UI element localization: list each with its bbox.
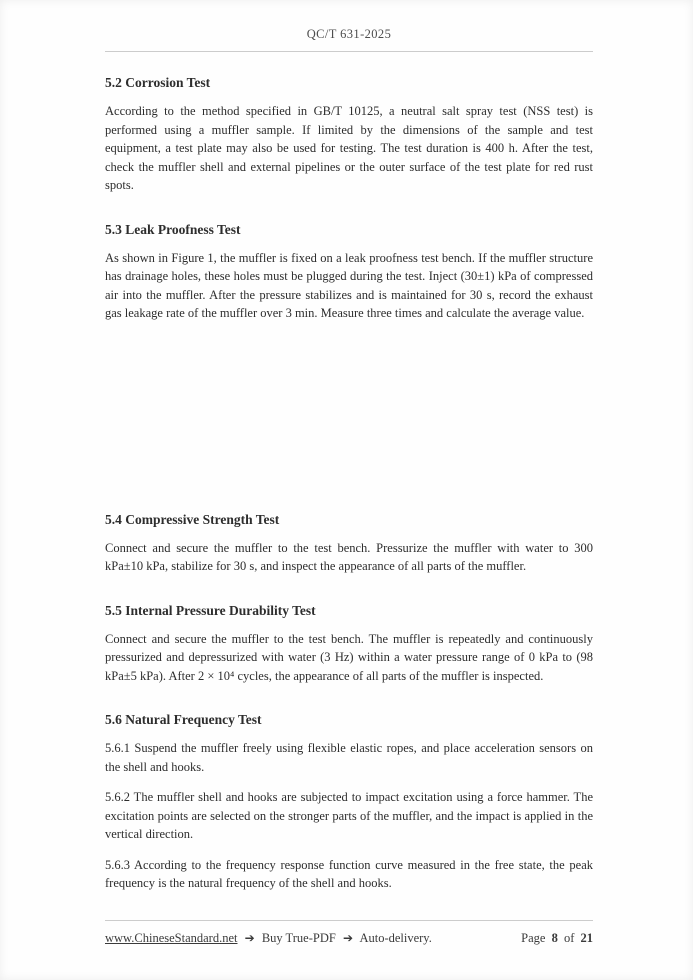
page-indicator <box>518 931 593 946</box>
document-code: QC/T 631-2025 <box>306 27 392 41</box>
figure-placeholder <box>105 335 593 485</box>
section-compressive-strength-test <box>105 511 593 576</box>
page-footer <box>105 920 593 946</box>
section-internal-pressure-durability-test <box>105 602 593 686</box>
paragraph: 5.6.2 The muffler shell and hooks are subjected to impact excitation using a force hammer. The excitation points are selected on the stronger parts of the muffler, and the impact is applied in the vertical direction. <box>105 790 593 841</box>
section-heading: 5.2 Corrosion Test <box>105 75 211 90</box>
of-label: of <box>563 931 575 945</box>
paragraph: As shown in Figure 1, the muffler is fixed on a leak proofness test bench. If the muffler structure has drainage holes, these holes must be plugged during the test. Inject (30±1) kPa of compressed air into the muffler. After the pressure stabilizes and is maintained for 30 s, record the exhaust gas leakage rate of the muffler over 3 min. Measure three times and calculate the average value. <box>105 250 593 320</box>
arrow-icon: ➔ <box>342 931 353 945</box>
paragraph: Connect and secure the muffler to the test bench. Pressurize the muffler with water to 300 kPa±10 kPa, stabilize for 30 s, and inspect the appearance of all parts of the muffler. <box>105 540 593 573</box>
document-body <box>0 52 693 893</box>
section-corrosion-test <box>105 74 593 195</box>
section-heading: 5.5 Internal Pressure Durability Test <box>105 602 316 618</box>
section-natural-frequency-test <box>105 711 593 893</box>
section-heading: 5.3 Leak Proofness Test <box>105 221 241 237</box>
page-label: Page <box>521 931 546 945</box>
section-leak-proofness-test <box>105 221 593 323</box>
section-heading: 5.6 Natural Frequency Test <box>105 712 262 727</box>
chinesestandard-link[interactable]: www.ChineseStandard.net <box>105 931 238 945</box>
paragraph: 5.6.1 Suspend the muffler freely using flexible elastic ropes, and place acceleration sensors on the shell and hooks. <box>105 741 593 774</box>
page-total: 21 <box>580 931 593 945</box>
footer-delivery-text: Auto-delivery. <box>359 931 432 945</box>
paragraph: According to the method specified in GB/T 10125, a neutral salt spray test (NSS test) is performed using a muffler sample. If limited by the dimensions of the sample and test equipment, a test plate may also be used for testing. The test duration is 400 h. After the test, check the muffler shell and external pipelines or the outer surface of the test plate for red rust spots. <box>105 104 593 192</box>
section-heading: 5.4 Compressive Strength Test <box>105 511 280 527</box>
arrow-icon: ➔ <box>244 931 255 945</box>
paragraph: Connect and secure the muffler to the test bench. The muffler is repeatedly and continuously pressurized and depressurized with water (3 Hz) within a water pressure range of 0 kPa to (98 kPa±5 kPa). After 2 × 10⁴ cycles, the appearance of all parts of the muffler is inspected. <box>105 631 593 683</box>
page-number: 8 <box>551 931 558 945</box>
footer-divider <box>105 920 593 921</box>
page-header <box>0 0 693 52</box>
footer-source-line <box>105 931 432 946</box>
footer-buy-text: Buy True-PDF <box>261 931 336 945</box>
paragraph: 5.6.3 According to the frequency response function curve measured in the free state, the peak frequency is the natural frequency of the shell and hooks. <box>105 857 593 890</box>
